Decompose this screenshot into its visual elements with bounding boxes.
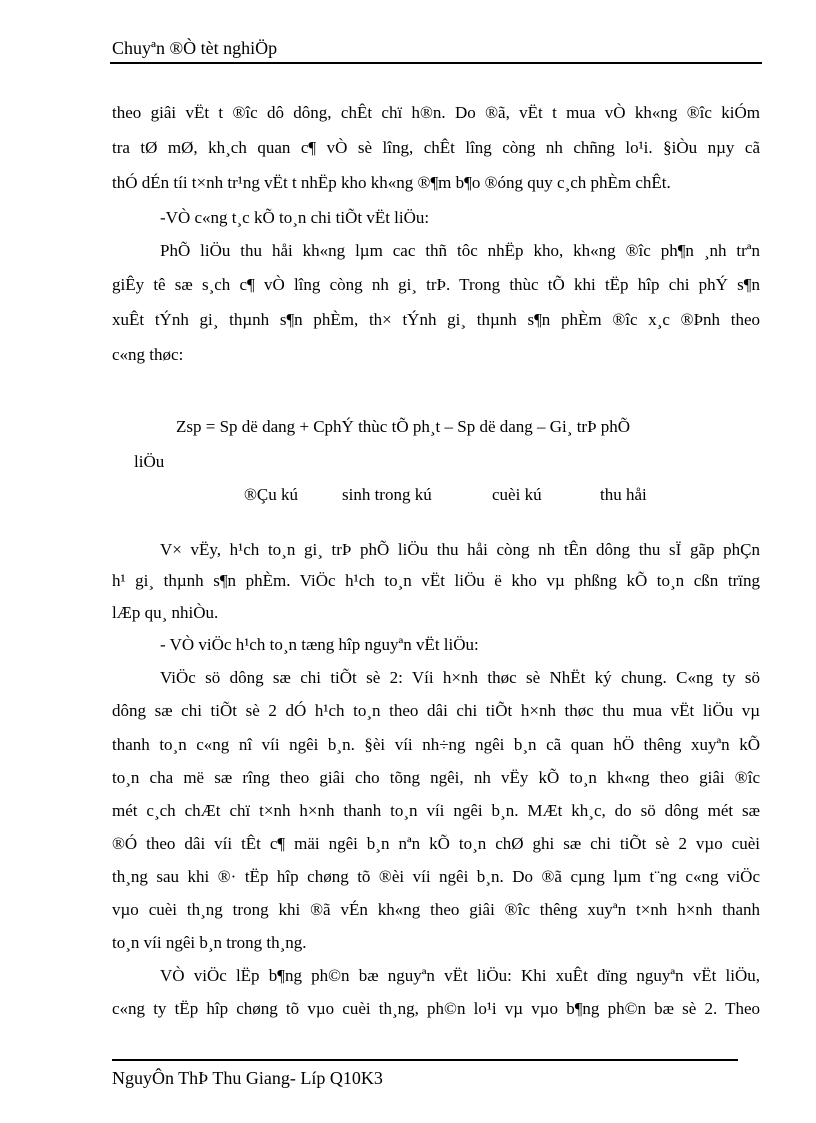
body-line: thanh to¸n c«ng nî víi ngêi b¸n. §èi víi nh÷ng ngêi b¸n cã quan hÖ thêng xuyªn kÕ <box>112 735 760 754</box>
body-line: c«ng thøc: <box>112 345 184 364</box>
body-line: ®Ó theo dâi víi tÊt c¶ mäi ngêi b¸n nªn kÕ to¸n chØ ghi sæ chi tiÕt sè 2 vµo cuèi <box>112 834 760 853</box>
header-title: Chuyªn ®Ò tèt nghiÖp <box>112 38 278 58</box>
body-line: thÓ dÉn tíi t×nh tr¹ng vËt t nhËp kho kh«ng ®¶m b¶o ®óng quy c¸ch phÈm chÊt. <box>112 173 671 192</box>
footer-rule <box>112 1059 738 1061</box>
body-line: h¹ gi¸ thµnh s¶n phÈm. ViÖc h¹ch to¸n vËt liÖu ë kho vµ phßng kÕ to¸n cßn trïng <box>112 571 760 590</box>
body-line: lÆp qu¸ nhiÒu. <box>112 603 219 622</box>
body-line: c«ng ty tËp hîp chøng tõ vµo cuèi th¸ng, ph©n lo¹i vµ vµo b¶ng ph©n bæ sè 2. Theo <box>112 999 760 1018</box>
section-heading: -VÒ c«ng t¸c kÕ to¸n chi tiÕt vËt liÖu: <box>160 208 430 227</box>
formula-line: Zsp = Sp dë dang + CphÝ thùc tÕ ph¸t – Sp dë dang – Gi¸ trÞ phÕ <box>176 417 631 436</box>
body-line: to¸n cha më sæ rîng theo giâi cho tõng ngêi, nh vËy kÕ to¸n kh«ng theo giâi ®îc <box>112 768 760 787</box>
body-line: xuÊt tÝnh gi¸ thµnh s¶n phÈm, th× tÝnh gi¸ thµnh s¶n phÈm ®îc x¸c ®Þnh theo <box>112 310 760 329</box>
formula-subscript: sinh trong kú <box>342 485 432 504</box>
body-line: theo giâi vËt t ®îc dô dông, chÊt chï h®n. Do ®ã, vËt t mua vÒ kh«ng ®îc kiÓm <box>112 103 760 122</box>
body-line: ViÖc sö dông sæ chi tiÕt sè 2: Víi h×nh thøc sè NhËt ký chung. C«ng ty sö <box>160 668 760 687</box>
formula-subscript: ®Çu kú <box>244 485 299 504</box>
section-heading: - VÒ viÖc h¹ch to¸n tæng hîp nguyªn vËt liÖu: <box>160 635 479 654</box>
formula-line: liÖu <box>134 452 165 471</box>
body-line: dông sæ chi tiÕt sè 2 dÓ h¹ch to¸n theo dâi chi tiÕt h×nh thøc thu mua vËt liÖu vµ <box>112 701 760 720</box>
body-line: giÊy tê sæ s¸ch c¶ vÒ lîng còng nh gi¸ trÞ. Trong thùc tÕ khi tËp hîp chi phÝ s¶n <box>112 275 760 294</box>
body-line: PhÕ liÖu thu håi kh«ng lµm cac thñ tôc nhËp kho, kh«ng ®îc ph¶n ¸nh trªn <box>160 241 760 260</box>
body-line: tra tØ mØ, kh¸ch quan c¶ vÒ sè lîng, chÊt lîng còng nh chñng lo¹i. §iÒu nµy cã <box>112 138 760 157</box>
body-line: VÒ viÖc lËp b¶ng ph©n bæ nguyªn vËt liÖu: Khi xuÊt dïng nguyªn vËt liÖu, <box>160 966 760 985</box>
body-line: mét c¸ch chÆt chï t×nh h×nh thanh to¸n víi ngêi b¸n. MÆt kh¸c, do sö dông mét sæ <box>112 801 760 820</box>
formula-subscript: cuèi kú <box>492 485 542 504</box>
formula-subscript: thu håi <box>600 485 647 504</box>
body-line: th¸ng sau khi ®· tËp hîp chøng tõ ®èi víi ngêi b¸n. Do ®ã cµng lµm t¨ng c«ng viÖc <box>112 867 760 886</box>
header-rule <box>110 62 762 64</box>
body-line: to¸n víi ngêi b¸n trong th¸ng. <box>112 933 307 952</box>
footer-text: NguyÔn ThÞ Thu Giang- Líp Q10K3 <box>112 1068 383 1088</box>
body-line: V× vËy, h¹ch to¸n gi¸ trÞ phÕ liÖu thu håi còng nh tÊn dông thu sÏ gãp phÇn <box>160 540 760 559</box>
body-line: vµo cuèi th¸ng trong khi ®ã vÉn kh«ng theo giâi ®îc thêng xuyªn t×nh h×nh thanh <box>112 900 760 919</box>
